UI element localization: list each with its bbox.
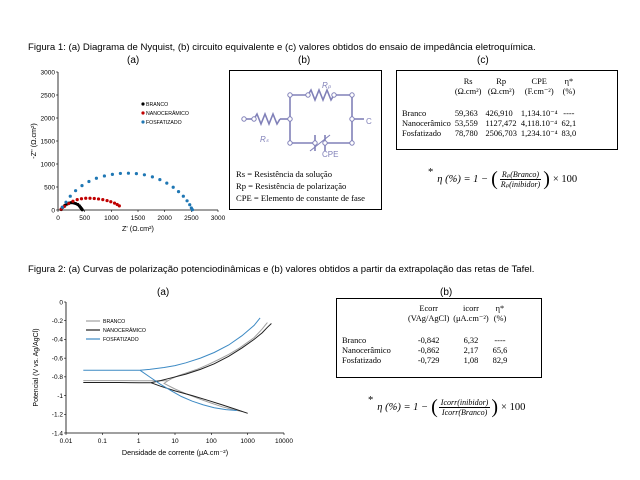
table-cell: 65,6 — [492, 346, 508, 355]
table-cell: Branco — [342, 336, 367, 345]
circuit-node — [288, 93, 292, 97]
table-cell: 2,17 — [463, 346, 479, 355]
table-cell: 83,0 — [561, 129, 577, 138]
formula-fraction — [499, 170, 542, 189]
impedance-table-panel — [396, 70, 618, 150]
table-cell: 1127,472 — [485, 119, 517, 128]
data-point — [191, 208, 194, 211]
y-tick-label: 1500 — [40, 138, 55, 146]
y-tick-label: -0.4 — [51, 336, 63, 344]
table-header-cell — [400, 87, 453, 97]
x-tick-label: 1 — [136, 438, 141, 445]
y-tick-label: 0 — [59, 299, 63, 307]
table-cell: 1,134.10⁻⁴ — [520, 109, 558, 118]
table-header-cell: (%) — [493, 314, 507, 323]
series-line-cathodic — [164, 381, 242, 412]
data-point — [188, 203, 191, 206]
data-point — [185, 199, 188, 202]
x-tick-label: 1000 — [240, 438, 255, 445]
y-tick-label: -1 — [57, 392, 63, 400]
table-cell: 2506,703 — [485, 129, 517, 138]
table-header-cell: (%) — [562, 87, 576, 96]
table-cell: 1,234.10⁻⁴ — [520, 129, 558, 138]
data-point — [177, 190, 180, 193]
data-point — [105, 199, 108, 202]
circuit-panel — [229, 70, 382, 210]
y-tick-label: 0 — [51, 207, 55, 215]
data-point — [71, 200, 74, 203]
circuit-legend-cpe: CPE = Elemento de constante de fase — [236, 193, 365, 203]
formula-paren-close: ) — [543, 168, 550, 190]
table-header-cell: (F.cm⁻²) — [524, 87, 554, 96]
y-tick-label: -0.6 — [51, 355, 63, 363]
y-tick-label: 3000 — [40, 69, 55, 77]
data-point — [64, 201, 67, 204]
table-cell: -0,729 — [417, 356, 440, 365]
circuit-c-label: C — [366, 117, 372, 126]
table-row — [400, 129, 578, 139]
circuit-node — [313, 141, 317, 145]
table-header-cell: η* — [564, 77, 574, 86]
tafel-table — [340, 304, 509, 366]
table-cell: 1,08 — [463, 356, 479, 365]
data-point — [80, 197, 83, 200]
table-header-cell: (Ω.cm²) — [487, 87, 515, 96]
table-row — [340, 356, 509, 366]
table-header-cell: (Ω.cm²) — [454, 87, 482, 96]
efficiency-formula-1 — [428, 168, 577, 191]
fig1-panel-c-label: (c) — [477, 55, 489, 66]
table-header-cell: Ecorr — [419, 304, 438, 313]
y-tick-label: 2500 — [40, 92, 55, 100]
data-point — [69, 195, 72, 198]
table-row — [400, 119, 578, 129]
formula-rhs: × 100 — [501, 402, 526, 413]
table-cell: Nanocerâmico — [402, 119, 451, 128]
table-header-cell — [400, 77, 453, 87]
table-header-cell: Rp — [496, 77, 507, 86]
table-row — [400, 109, 578, 119]
legend-marker — [141, 102, 144, 105]
formula-fraction — [439, 398, 491, 417]
formula-star: * — [428, 167, 434, 178]
table-cell: 6,32 — [463, 336, 479, 345]
circuit-legend-rp: Rp = Resistência de polarização — [236, 181, 347, 191]
data-point — [88, 197, 91, 200]
y-tick-label: 2000 — [40, 115, 55, 123]
table-cell: 53,559 — [454, 119, 478, 128]
circuit-node — [252, 117, 256, 121]
series-line-anodic — [151, 324, 272, 383]
figure1-caption: Figura 1: (a) Diagrama de Nyquist, (b) circuito equivalente e (c) valores obtidos do ensaio de impedância eletroquímica. — [28, 42, 536, 53]
efficiency-formula-2 — [368, 396, 525, 419]
data-point — [111, 173, 114, 176]
data-point — [118, 204, 121, 207]
y-axis-title: Potencial (V vs. Ag/AgCl) — [33, 328, 40, 407]
table-header-row — [340, 314, 509, 324]
data-point — [81, 208, 84, 211]
fig2-panel-b-label: (b) — [440, 287, 453, 298]
legend-label: FOSFATIZADO — [103, 337, 139, 343]
formula-lhs: η (%) = 1 − — [377, 402, 429, 413]
formula-paren-close: ) — [491, 396, 499, 418]
table-header-cell: (VAg/AgCl) — [408, 314, 450, 323]
data-point — [109, 200, 112, 203]
legend-label: NANOCERÂMICO — [103, 328, 146, 334]
data-point — [76, 198, 79, 201]
formula-numerator: Rₚ(Branco) — [501, 170, 540, 179]
circuit-node — [288, 141, 292, 145]
legend-marker — [141, 120, 144, 123]
y-tick-label: -0.2 — [51, 318, 63, 326]
x-tick-label: 2000 — [157, 215, 172, 222]
circuit-node — [350, 141, 354, 145]
data-point — [80, 184, 83, 187]
table-cell: -0,842 — [417, 336, 440, 345]
table-cell: 4,118.10⁻⁴ — [520, 119, 558, 128]
impedance-table — [400, 77, 578, 139]
data-point — [97, 197, 100, 200]
legend-label: NANOCERÂMICO — [146, 111, 189, 117]
circuit-cpe-label: CPE — [322, 150, 339, 157]
x-tick-label: 0.01 — [59, 438, 73, 445]
table-cell: 426,910 — [485, 109, 513, 118]
table-header-cell — [340, 314, 406, 324]
table-header-cell: η* — [495, 304, 505, 313]
legend-label: BRANCO — [103, 319, 126, 325]
table-cell: Fosfatizado — [342, 356, 382, 365]
table-header-row — [400, 87, 578, 97]
formula-lhs: η (%) = 1 − — [437, 174, 489, 185]
circuit-rs-label: Rₛ — [260, 135, 269, 144]
circuit-diagram — [230, 71, 381, 157]
data-point — [61, 206, 64, 209]
formula-paren-open: ( — [491, 168, 498, 190]
series-line-anodic — [140, 318, 260, 370]
data-point — [182, 195, 185, 198]
series-line-anodic — [168, 323, 268, 381]
x-tick-label: 500 — [79, 215, 91, 222]
y-tick-label: 1000 — [40, 161, 55, 169]
legend-marker — [141, 111, 144, 114]
nyquist-chart — [28, 62, 228, 240]
data-point — [103, 174, 106, 177]
table-header-row — [400, 77, 578, 87]
circuit-node — [332, 93, 336, 97]
table-header-cell — [340, 304, 406, 314]
legend-label: BRANCO — [146, 102, 169, 108]
legend-label: FOSFATIZADO — [146, 120, 182, 126]
table-cell: 59,363 — [454, 109, 478, 118]
table-cell: ---- — [494, 336, 506, 345]
circuit-node — [306, 93, 310, 97]
data-point — [119, 172, 122, 175]
x-tick-label: 0.1 — [97, 438, 107, 445]
x-tick-label: 100 — [205, 438, 217, 445]
x-tick-label: 10000 — [274, 438, 294, 445]
table-cell: ---- — [563, 109, 575, 118]
polarization-chart — [28, 295, 308, 465]
data-point — [172, 186, 175, 189]
x-tick-label: 1500 — [130, 215, 146, 222]
y-tick-label: -1.4 — [51, 430, 63, 438]
circuit-legend-rs: Rs = Resistência da solução — [236, 169, 333, 179]
data-point — [165, 181, 168, 184]
formula-denominator: Icorr(Branco) — [441, 408, 488, 417]
table-header-cell: Rs — [463, 77, 473, 86]
table-cell: 78,780 — [454, 129, 478, 138]
formula-star: * — [368, 395, 374, 406]
data-point — [101, 198, 104, 201]
x-tick-label: 2500 — [184, 215, 199, 222]
table-header-cell: CPE — [531, 77, 547, 86]
formula-denominator: Rₚ(inibidor) — [500, 180, 541, 189]
rs-resistor-symbol — [254, 114, 280, 124]
fig1-panel-a-label: (a) — [127, 55, 140, 66]
circuit-node — [288, 117, 292, 121]
formula-rhs: × 100 — [552, 174, 578, 185]
data-point — [93, 197, 96, 200]
table-row — [340, 346, 509, 356]
data-point — [158, 178, 161, 181]
x-tick-label: 0 — [56, 215, 60, 222]
x-tick-label: 1000 — [104, 215, 119, 222]
data-point — [127, 172, 130, 175]
figure2-caption: Figura 2: (a) Curvas de polarização potenciodinâmicas e (b) valores obtidos a partir da extrapolação das retas de Tafel. — [28, 264, 535, 275]
data-point — [151, 175, 154, 178]
fig1-panel-b-label: (b) — [298, 55, 311, 66]
tafel-table-panel — [336, 298, 542, 378]
formula-numerator: Icorr(inibidor) — [440, 398, 489, 407]
y-tick-label: 500 — [44, 184, 55, 192]
x-axis-title: Densidade de corrente (μA.cm⁻²) — [121, 448, 229, 457]
fig2-panel-a-label: (a) — [157, 287, 170, 298]
rp-resistor-symbol — [308, 90, 334, 100]
data-point — [135, 172, 138, 175]
data-point — [143, 173, 146, 176]
table-header-cell: (μA.cm⁻²) — [453, 314, 489, 323]
table-row — [340, 336, 509, 346]
circuit-rp-label: Rₚ — [322, 81, 332, 90]
table-cell: 62,1 — [561, 119, 577, 128]
circuit-node — [350, 93, 354, 97]
table-header-cell: icorr — [463, 304, 479, 313]
x-axis-title: Z' (Ω.cm²) — [122, 224, 154, 233]
table-cell: Nanocerâmico — [342, 346, 391, 355]
table-cell: -0,862 — [417, 346, 440, 355]
table-cell: Branco — [402, 109, 427, 118]
data-point — [74, 189, 77, 192]
y-axis-title: -Z'' (Ω.cm²) — [29, 123, 38, 159]
formula-paren-open: ( — [431, 396, 438, 418]
table-cell: 82,9 — [492, 356, 508, 365]
data-point — [95, 177, 98, 180]
circuit-node — [242, 117, 246, 121]
y-tick-label: -1.2 — [51, 411, 63, 419]
table-cell: Fosfatizado — [402, 129, 442, 138]
circuit-node — [350, 117, 354, 121]
data-point — [87, 180, 90, 183]
circuit-node — [323, 141, 327, 145]
y-tick-label: -0.8 — [51, 374, 63, 382]
data-point — [84, 197, 87, 200]
x-tick-label: 10 — [171, 438, 179, 445]
table-header-row — [340, 304, 509, 314]
x-tick-label: 3000 — [210, 215, 226, 222]
